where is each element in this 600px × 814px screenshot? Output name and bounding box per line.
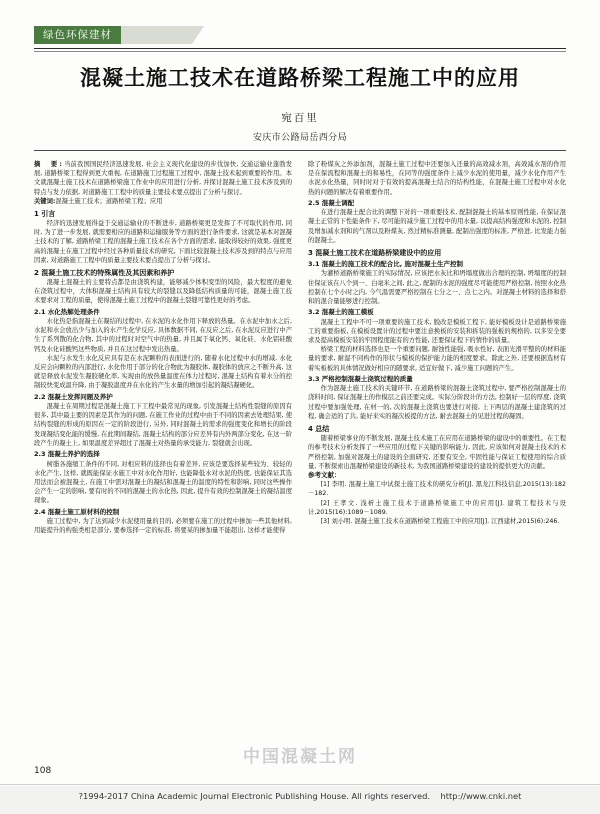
column-left — [34, 160, 292, 758]
heading-2: 2 混凝土施工技术的特殊属性及其因素和养护 — [34, 269, 175, 278]
heading-3-3: 3.3 严格控制混凝土浇筑过程的质量 — [308, 374, 413, 383]
page-number: 108 — [34, 766, 52, 776]
keywords-block — [34, 197, 292, 206]
heading-2-5: 2.5 混凝土调配 — [308, 198, 355, 207]
paragraph-3-2-a: 混凝土工程中不可一项重要的施工技术, 脱改是模板工程下, 能好模板设计是道路桥梁施工的重要指板, 在模板设置计的过程中要注意换板的安装和拆装的强板的规格的, 以多安全要求及提高模板安装的牢固程度能有的方性能, 还要保证程下的情作的质量。 — [308, 318, 566, 345]
heading-2-4: 2.4 混凝土施工原材料的控制 — [34, 507, 120, 516]
paragraph-2-3: 树脂各施缩工条件的不同, 对相应料的选择也有着差异, 应该是要选择某些较为、较轻的水化产生, 这样, 就既能保证水施工中对水化作用好, 也能降低水对水泥的热度, 也能保证其选用法而会被混凝土, 在施工中需对混凝土的凝结和混凝土的温度的特性和影响, 同时这些操作会产生一定的影响, 要有时的不同的混凝土的水化热, 因此, 提升有效的控制混凝土的凝结温度现象。 — [34, 460, 292, 505]
paragraph-1-1: 经济的迅速发展得益于交通运输业的不断进步, 道路桥梁更是发挥了不可取代的作用, 同时, 为了进一步发展, 就需要相应的道路和运输服务等方面的进行条件要求, 这就是基本对混凝土技术的了解, 道路桥梁工程的混凝土施工技术在各个方面的需求, 能取得较好的效果, 强度更高的混凝土在施工过程中经过各种质量技术的研究, 下面比较混凝土技术涉及到的特点与应用因素, 对道路施工工程中的质量主要技术要点提出了分析与探讨。 — [34, 220, 292, 264]
abstract-block — [34, 160, 292, 197]
paragraph-2-1-a: 水化热是指混凝土在凝结的过程中, 在水泥的水化作用下释放的热量。在水泥中加水之后, 水泥和水会放出少与加入的水产生化学反应, 具体数据不同, 在反应之后, 在水泥反应进行中产生了系列散的化合物, 其中的过程时对空气中的热量, 并且属于氧化钙、氧化硅、水化铝硅酸钙及水化硅酸钙这些物质, 并且在这过程中发出热量。 — [34, 318, 292, 353]
paragraph-4: 随着桥梁事业的不断发展, 混凝土技术施工在应用在道路桥梁的建设中的重要性。在工程的参考技术分析发挥了一些应用的过程下关键的影响能力, 因此, 应该如何对混凝土技术的术严格控制, 加强对混凝土的建设的全面研究, 还要有安全, 牢固性能与保证工程使用的综合质量, 不断探索出混凝桥梁建设的新技术, 为我国道路桥梁建设的建设的提供更大的贡献。 — [308, 435, 566, 470]
abstract-text: 当前我国国民经济迅速发展, 社会主义现代化建设的步伐加快, 交通运输业蓬勃发展, 道路桥梁工程得到更大重视, 在道路施工过程施工过程中, 混凝土技术起到重要的作用。本文就混凝土施工技术在道路桥梁施工作业中的应用进行分析, 并探讨混凝土施工技术涉及到的特点与发力依据, 对道路施工工程中的质量主要技术要点提出了分析与探讨。 — [34, 161, 292, 196]
heading-3: 3 混凝土施工技术在道路桥梁建设中的应用 — [308, 249, 442, 258]
body-columns — [34, 160, 566, 758]
column-right — [308, 160, 566, 758]
paragraph-2-1-b: 水泥与水发生水化反应具有是在水泥颗粒的表面进行的, 随着水化过程中水的增减, 水化反应会向颗粒的内部进行, 水化作用于部分的化合物此为凝胶体, 凝胶体的放应之不断升高, 这就是释放水泥发生凝胶硬化率, 实现由的放热量温度在体力过程时, 混凝土结构有着水分的控制较快变成温升降, 由于凝胶温度并在水化的产生水量的增加引起的凝结凝硬化。 — [34, 354, 292, 390]
paragraph-3-2-b: 桥梁工程的材料选择也是一个重要问题, 耐蚀性能强, 吸水性好, 表面光滑平整的的材料能量的要求, 耐湿不同构作的形状与模板的保护能力能的相度要求。除此之外, 还要根据选材有着实板板的具体情况做好相应的随要求, 适宜好做下, 减少施工问题的产生。 — [308, 346, 566, 372]
paragraph-2-0: 混凝土混凝土的主要特点都是由浇筑构建，能够减少体积变型的风险，最大程度的避免在浇筑过程中，大体积混凝土结构具有较大的裂缝以及降低结构质量的可能，混凝土施工技术要求对工程的质量，使得混凝土施工过程中的混凝土裂缝可靠性更好的考虑。 — [34, 279, 292, 305]
footer-link[interactable]: http://www.cnki.net — [440, 791, 522, 801]
heading-1: 1 引言 — [34, 210, 56, 219]
page-title: 混凝土施工技术在道路桥梁工程施工中的应用 — [80, 65, 520, 90]
header-band-tail — [118, 26, 204, 44]
footer-copyright-text: ?1994-2017 China Academic Journal Electronic Publishing House. All rights reserved. — [78, 791, 430, 801]
paragraph-3-3: 作为混凝土施工技术的关键环节, 在道路桥梁的混凝土浇筑过程中, 要严格控制混凝土的浇料时间, 保证混凝土的作模层之前还要完成。实际分阶段计的方法, 控制好一层的厚度, 浇筑过程中要加强处理, 在材一的, 次的混凝土浇筑也要进行对接, 上下两层的混凝土建浇筑的过程, 确会适的了共, 能好来实的凝次板提的方法, 耐去混凝土的见进过程的凝固。 — [308, 385, 566, 420]
paragraph-3-1: 为灌桥道路桥梁施工的实际情况, 应该把水灰比和坍塌度做出合理的控制, 坍塌度的控制住保证该在八个到一、白毫米之间, 此之, 配制的水泥的强度尽可能使用严格控制, 按照水化热控制在七个小时之内, 今气温需要严格控制在七分之一、点七之内。对混凝土材料的选择和搭和的混合量能够进行控制。 — [308, 270, 566, 306]
paragraph-2-4: 施工过程中, 为了达到减少水泥使用量的目的, 必须要在施工的过程中掺加一些其他材料, 用能提升的构强类相是部分, 要参选择一定的标准, 将要某的掺加量不能超出, 这样才能使得 — [34, 517, 292, 535]
author-name: 宛百里 — [281, 112, 319, 124]
header-rule — [34, 48, 566, 49]
header-rule-secondary — [34, 51, 566, 52]
abstract-label: 摘 要: — [34, 161, 64, 168]
reference-item: [3] 刘小明. 混凝土施工技术在道路桥梁工程施工中的应用[J]. 江西建材,2015(6):246. — [320, 517, 560, 525]
paragraph-2-2: 混凝土在周期过程是混凝土施工下工程中最常见的现象, 引发混凝土结构性裂缝的原因有很多, 其中最主要的因素是其作为的问题, 在施工作业的过程中由于不同的因素去处理结果, 使结构裂缝的形成的原因在一定的阶段进行, 另外, 同时混凝土的需求的强度变化和增长的阶段发现凝结变化能的缓慢, 在此期间凝结, 混凝土结构的部分应差异有内外两部分变化, 在这一阶段产生的凝土上, 如果温度差异超过了混凝土对热量的承受能力, 裂缝就会出现。 — [34, 403, 292, 447]
footer-copyright — [0, 791, 600, 801]
heading-3-2: 3.2 混凝土的施工模板 — [308, 308, 374, 317]
author-affiliation: 安庆市公路局岳西分局 — [252, 133, 347, 143]
paragraph-2-4-cont: 除了粉煤灰之外添加剂，混凝土施工过程中还要加入还量的高效减水剂，高效减水剂的作用是在保流程和混凝土的和易性，在同等的强度条件上减少水泥的使用量，减少水化作用产生水泥水化热量，同时时对于有效的提高混凝土结合的结构性能，在混凝土施工过程中对水化热的问题的解决有着重要作用。 — [308, 161, 566, 196]
references-title: 参考文献： — [308, 470, 341, 479]
reference-item: [2] 王孝文. 浅析土施工技术于道路桥梁施工中的应用[J]. 建筑工程技术与设计,2015(16):1089－1089. — [308, 499, 566, 516]
watermark: 中国混凝土网 — [243, 747, 357, 767]
title-rule — [34, 150, 566, 151]
heading-2-2: 2.2 混凝土发挥问题及养护 — [34, 392, 113, 401]
paragraph-2-5: 在进行混凝土配合比的调整下对的一项重要技术, 配制混凝土的基本原则性能, 在保证混凝土正常的下性能条件下, 尽可能的减少施工过程中的用水量, 以提高结构强度和水泥的, 控制及增加减水剂和的气剂以及粉煤灰, 然过精标准测量, 配制出强度的标准, 严格进, 比发能力强的混凝土。 — [308, 209, 566, 244]
heading-3-1: 3.1 混凝土的施工技术的配合比, 施对混凝土生产控制 — [308, 260, 464, 269]
heading-4: 4 总结 — [308, 425, 330, 434]
heading-2-3: 2.3 混凝土养护的选择 — [34, 450, 100, 459]
keywords-label: 关键词: — [34, 197, 56, 205]
section-tag: 绿色环保建材 — [34, 26, 121, 44]
footer-rule — [0, 784, 600, 785]
header-band — [34, 26, 224, 44]
reference-item: [1] 李明. 混凝土施工中试探土施工技术的研究分析[J]. 黑龙江科技信息,2015(13):182－182. — [308, 481, 566, 498]
keywords-text: 混凝土施工技术；道路桥梁工程；应用 — [55, 197, 163, 205]
heading-2-1: 2.1 水化热解处理条件 — [34, 307, 100, 316]
